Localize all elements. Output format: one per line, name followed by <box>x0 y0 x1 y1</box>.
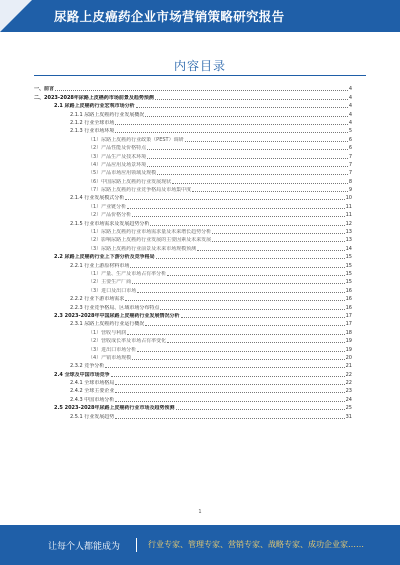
toc-leader-dots <box>167 341 344 343</box>
toc-entry-label: 2.1.5 行业市场需求及发展趋势分析 <box>70 220 150 227</box>
toc-leader-dots <box>55 89 348 91</box>
page-number: 1 <box>198 509 202 515</box>
toc-entry-label: （7）尿路上皮癌药行业竞争格局及市场集中度 <box>88 187 192 194</box>
toc-entry-page: 15 <box>345 279 352 286</box>
report-title: 尿路上皮癌药企业市场营销策略研究报告 <box>54 9 285 24</box>
toc-entry-label: （2）营收成长率及市场占有率变化 <box>88 338 167 345</box>
toc-entry[interactable] <box>34 286 352 294</box>
toc-leader-dots <box>132 215 344 217</box>
toc-leader-dots <box>185 140 348 142</box>
toc-entry[interactable] <box>34 135 352 143</box>
toc-entry-label: 2.2.1 行业上游原材料市场 <box>70 262 130 269</box>
toc-entry-page: 7 <box>348 170 352 177</box>
toc-leader-dots <box>132 358 344 360</box>
toc-entry[interactable] <box>34 253 352 261</box>
toc-entry-page: 23 <box>345 388 352 395</box>
toc-entry-page: 4 <box>348 94 352 101</box>
toc-entry[interactable] <box>34 236 352 244</box>
toc-entry[interactable] <box>34 270 352 278</box>
toc-entry[interactable] <box>34 127 352 135</box>
toc-entry[interactable] <box>34 161 352 169</box>
toc-entry-page: 20 <box>345 354 352 361</box>
header-corner-decoration <box>0 0 32 32</box>
toc-leader-dots <box>155 98 348 100</box>
toc-entry-label: （4）产品应用及场景环境 <box>88 161 147 168</box>
toc-entry-label: （3）尿路上皮癌药行业前景及未来市场规模预测 <box>88 245 197 252</box>
toc-entry-label: （4）产销市场规模 <box>88 354 132 361</box>
toc-entry-page: 10 <box>345 195 352 202</box>
toc-entry-label: 2.4.2 全球主要企业 <box>70 388 115 395</box>
toc-leader-dots <box>115 383 344 385</box>
toc-entry-page: 6 <box>348 136 352 143</box>
toc-leader-dots <box>115 400 344 402</box>
toc-entry-page: 16 <box>345 287 352 294</box>
toc-entry-label: 一、前言 <box>34 86 55 93</box>
toc-entry[interactable] <box>34 152 352 160</box>
toc-entry-label: （3）进出口市场分析 <box>88 346 137 353</box>
toc-entry[interactable] <box>34 144 352 152</box>
toc-entry[interactable] <box>34 194 352 202</box>
toc-entry[interactable] <box>34 320 352 328</box>
toc-entry[interactable] <box>34 370 352 378</box>
toc-entry-page: 7 <box>348 153 352 160</box>
toc-leader-dots <box>132 282 344 284</box>
toc-entry[interactable] <box>34 345 352 353</box>
toc-leader-dots <box>181 316 345 318</box>
toc-leader-dots <box>130 266 344 268</box>
toc-entry-page: 31 <box>345 413 352 420</box>
toc-leader-dots <box>145 324 344 326</box>
toc-entry-label: （1）产量、生产及市场占有率分析 <box>88 270 167 277</box>
toc-entry-label: （2）产品性能及价格特点 <box>88 145 147 152</box>
toc-entry-page: 4 <box>348 103 352 110</box>
toc-entry[interactable] <box>34 261 352 269</box>
toc-entry[interactable] <box>34 93 352 101</box>
toc-entry-label: （3）产品生产及技术环境 <box>88 153 147 160</box>
toc-entry-page: 15 <box>345 262 352 269</box>
toc-leader-dots <box>172 182 348 184</box>
footer-bar <box>0 525 400 565</box>
toc-leader-dots <box>160 308 344 310</box>
toc-entry-page: 4 <box>348 119 352 126</box>
footer-tagline: 行业专家、管理专家、营销专家、战略专家、成功企业家…… <box>148 540 364 549</box>
toc-entry-label: （2）影响尿路上皮癌药行业发展的主要因素及未来发展 <box>88 237 212 244</box>
toc-leader-dots <box>127 207 344 209</box>
toc-entry-page: 13 <box>345 229 352 236</box>
toc-entry[interactable] <box>34 110 352 118</box>
header-bar <box>0 0 400 32</box>
toc-entry-label: （1）营收与利润 <box>88 329 127 336</box>
toc-leader-dots <box>127 333 344 335</box>
toc-entry-page: 14 <box>345 245 352 252</box>
toc-entry-label: 二、2023-2028年尿路上皮癌药市场前景及趋势预测 <box>34 94 154 101</box>
toc-entry[interactable] <box>34 312 352 320</box>
toc-leader-dots <box>111 375 345 377</box>
toc-entry[interactable] <box>34 354 352 362</box>
toc-entry-page: 16 <box>345 296 352 303</box>
toc-entry-label: （1）尿路上皮癌药行业市场需求量及未来增长趋势分析 <box>88 229 212 236</box>
toc-entry-page: 6 <box>348 145 352 152</box>
toc-entry-page: 12 <box>345 220 352 227</box>
toc-entry-page: 21 <box>345 363 352 370</box>
toc-leader-dots <box>145 115 347 117</box>
toc-entry-label: 2.2 尿路上皮癌药行业上下游分析及竞争格局 <box>54 254 155 261</box>
toc-entry-label: （2）产品价格分析 <box>88 212 132 219</box>
footer-slogan: 让每个人都能成为 <box>48 542 121 552</box>
toc-leader-dots <box>197 249 344 251</box>
toc-entry-label: 2.2.3 行业竞争格局、区域市场分布特点 <box>70 304 160 311</box>
toc-leader-dots <box>156 257 345 259</box>
toc-entry[interactable] <box>34 102 352 110</box>
toc-leader-dots <box>147 148 348 150</box>
toc-entry-label: 2.1.1 尿路上皮癌药行业发展概况 <box>70 111 145 118</box>
toc-leader-dots <box>147 157 348 159</box>
toc-entry[interactable] <box>34 177 352 185</box>
toc-entry-label: 2.4.1 全球市场格局 <box>70 380 115 387</box>
toc-entry-page: 17 <box>345 321 352 328</box>
toc-leader-dots <box>150 224 344 226</box>
toc-leader-dots <box>115 131 348 133</box>
toc-entry[interactable] <box>34 278 352 286</box>
toc-entry-label: 2.1.3 行业市场环境 <box>70 128 115 135</box>
toc-entry[interactable] <box>34 379 352 387</box>
toc-entry-label: 2.1.2 行业全球市场 <box>70 119 115 126</box>
toc-entry-page: 11 <box>345 203 352 210</box>
toc-entry-label: （1）尿路上皮癌药行业政策（PEST）调研 <box>88 136 184 143</box>
toc-entry-page: 17 <box>345 312 352 319</box>
toc-leader-dots <box>212 240 344 242</box>
toc-entry-page: 4 <box>348 86 352 93</box>
toc-entry-label: 2.2.2 行业下游市场需求 <box>70 296 125 303</box>
toc-entry-label: 2.1.4 行业发展模式分析 <box>70 195 125 202</box>
toc-entry-label: 2.3 2023-2028年中国尿路上皮癌药行业发展情况分析 <box>54 312 180 319</box>
toc-entry[interactable] <box>34 211 352 219</box>
toc-leader-dots <box>157 173 348 175</box>
toc-entry-page: 13 <box>345 237 352 244</box>
footer-divider <box>136 538 137 552</box>
toc-leader-dots <box>212 232 344 234</box>
toc-divider <box>34 75 366 76</box>
toc-entry-page: 11 <box>345 212 352 219</box>
toc-leader-dots <box>176 408 345 410</box>
toc-entry-label: 2.4.3 中国市场分析 <box>70 396 115 403</box>
toc-entry-page: 4 <box>348 111 352 118</box>
toc-entry-page: 15 <box>345 254 352 261</box>
toc-entry[interactable] <box>34 295 352 303</box>
toc-entry[interactable] <box>34 119 352 127</box>
toc-leader-dots <box>136 106 348 108</box>
toc-leader-dots <box>125 299 344 301</box>
toc-leader-dots <box>167 274 344 276</box>
toc-leader-dots <box>125 198 344 200</box>
toc-entry[interactable] <box>34 387 352 395</box>
toc-entry-label: （2）主要生产厂商 <box>88 279 132 286</box>
toc-entry-label: 2.5 2023-2028年尿路上皮癌药行业市场及趋势预测 <box>54 405 175 412</box>
toc-leader-dots <box>192 190 348 192</box>
toc-entry-label: 2.1 尿路上皮癌药行业宏观市场分析 <box>54 103 135 110</box>
toc-entry-label: （5）产品市场应用领域及规模 <box>88 170 157 177</box>
toc-entry-page: 22 <box>345 371 352 378</box>
toc-entry[interactable] <box>34 412 352 420</box>
toc-entry[interactable] <box>34 169 352 177</box>
toc-entry-page: 8 <box>348 178 352 185</box>
toc-entry[interactable] <box>34 244 352 252</box>
toc-entry-page: 19 <box>345 346 352 353</box>
toc-entry[interactable] <box>34 362 352 370</box>
toc-entry[interactable] <box>34 395 352 403</box>
toc-entry-page: 15 <box>345 270 352 277</box>
toc-entry[interactable] <box>34 404 352 412</box>
toc-entry-page: 16 <box>345 304 352 311</box>
toc-entry[interactable] <box>34 337 352 345</box>
toc-entry[interactable] <box>34 202 352 210</box>
toc-entry-label: 2.4 全球及中国市场竞争 <box>54 371 110 378</box>
table-of-contents <box>34 85 352 421</box>
toc-entry[interactable] <box>34 228 352 236</box>
toc-leader-dots <box>115 391 344 393</box>
toc-heading: 内容目录 <box>173 59 226 73</box>
toc-entry-label: 2.5.1 行业发展趋势 <box>70 413 115 420</box>
toc-entry[interactable] <box>34 303 352 311</box>
toc-entry-label: 2.3.2 竞争分析 <box>70 363 105 370</box>
toc-entry-page: 5 <box>348 128 352 135</box>
toc-leader-dots <box>137 350 344 352</box>
toc-entry[interactable] <box>34 186 352 194</box>
toc-entry-page: 19 <box>345 338 352 345</box>
toc-entry-page: 25 <box>345 405 352 412</box>
toc-entry[interactable] <box>34 219 352 227</box>
toc-leader-dots <box>137 291 344 293</box>
toc-entry-page: 18 <box>345 329 352 336</box>
toc-leader-dots <box>115 123 348 125</box>
toc-leader-dots <box>105 366 344 368</box>
toc-entry-label: （3）进口及出口市场 <box>88 287 137 294</box>
toc-leader-dots <box>147 165 348 167</box>
toc-entry-page: 7 <box>348 161 352 168</box>
toc-entry-page: 9 <box>348 187 352 194</box>
toc-entry-label: （1）产业链分析 <box>88 203 127 210</box>
toc-entry-page: 22 <box>345 380 352 387</box>
toc-entry[interactable] <box>34 328 352 336</box>
toc-leader-dots <box>115 417 344 419</box>
toc-entry-label: 2.3.1 尿路上皮癌药行业运行概况 <box>70 321 145 328</box>
toc-entry[interactable] <box>34 85 352 93</box>
toc-entry-page: 24 <box>345 396 352 403</box>
toc-entry-label: （6）中国尿路上皮癌药行业发展现状 <box>88 178 172 185</box>
